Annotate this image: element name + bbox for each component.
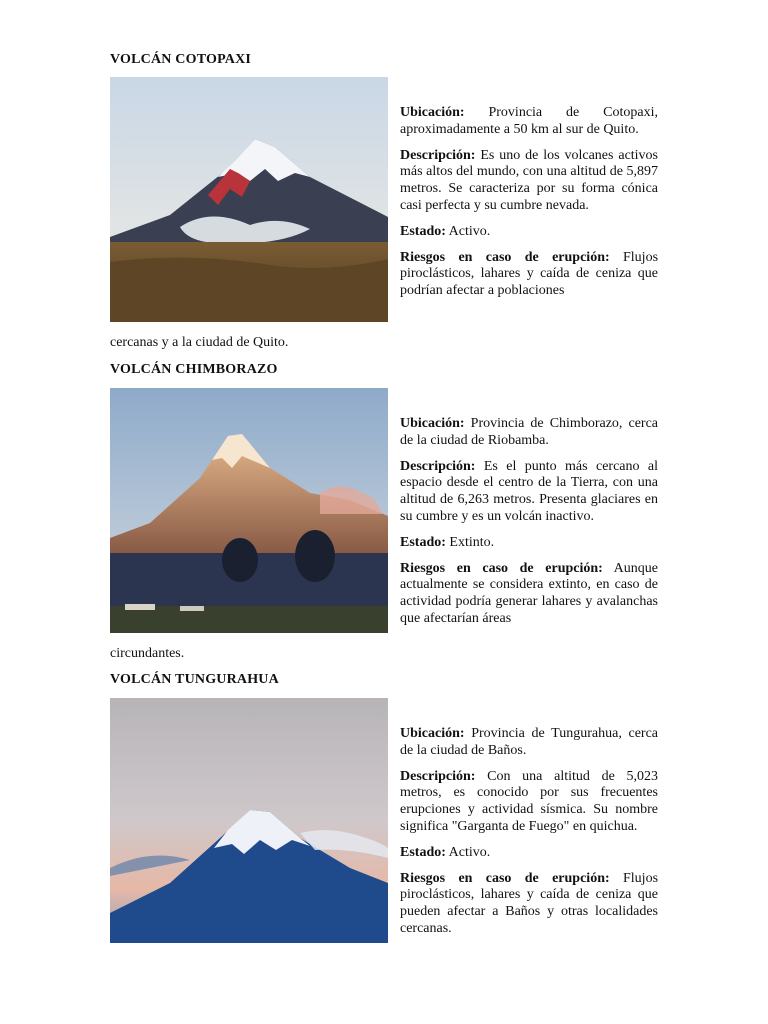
riesgos-label: Riesgos en caso de erupción:: [400, 249, 610, 265]
descripcion-text: Con una altitud de 5,023 metros, es conocido por sus frecuentes erupciones y actividad sísmica. Su nombre significa "Garganta de Fuego" en quichua.: [400, 768, 658, 834]
estado-label: Estado:: [400, 223, 446, 239]
descripcion-text: Es uno de los volcanes activos más altos del mundo, con una altitud de 5,897 metros. Se caracteriza por su forma cónica casi perfecta y su cumbre nevada.: [400, 147, 659, 213]
ubicacion-paragraph: [400, 105, 658, 139]
estado-text: Extinto.: [449, 534, 495, 550]
riesgos-continuation: cercanas y a la ciudad de Quito.: [110, 335, 289, 350]
descripcion-label: Descripción:: [400, 458, 476, 474]
estado-paragraph: [400, 845, 658, 862]
estado-label: Estado:: [400, 844, 446, 860]
riesgos-text: Flujos piroclásticos, lahares y caída de ceniza que pueden afectar a Baños y otras localidades cercanas.: [400, 870, 659, 936]
riesgos-paragraph: [400, 871, 658, 938]
cotopaxi-info: [400, 105, 658, 309]
cotopaxi-volcano-photo: [110, 77, 388, 322]
section-title-tungurahua: VOLCÁN TUNGURAHUA: [110, 672, 279, 687]
riesgos-label: Riesgos en caso de erupción:: [400, 560, 603, 576]
chimborazo-info: [400, 416, 658, 637]
ubicacion-label: Ubicación:: [400, 726, 465, 741]
ubicacion-text: Provincia de Chimborazo, cerca de la ciudad de Riobamba.: [400, 416, 659, 448]
estado-paragraph: [400, 535, 658, 552]
ubicacion-text: Provincia de Tungurahua, cerca de la ciudad de Baños.: [400, 726, 658, 758]
ubicacion-paragraph: [400, 416, 658, 450]
descripcion-label: Descripción:: [400, 147, 476, 163]
riesgos-paragraph: [400, 561, 658, 628]
estado-text: Activo.: [448, 223, 491, 239]
riesgos-continuation: circundantes.: [110, 646, 185, 661]
estado-text: Activo.: [448, 844, 491, 860]
descripcion-paragraph: [400, 148, 658, 215]
chimborazo-volcano-photo: [110, 388, 388, 633]
ubicacion-label: Ubicación:: [400, 416, 465, 431]
ubicacion-paragraph: [400, 726, 658, 760]
ubicacion-text: Provincia de Cotopaxi, aproximadamente a 50 km al sur de Quito.: [400, 105, 659, 137]
descripcion-paragraph: [400, 769, 658, 836]
descripcion-text: Es el punto más cercano al espacio desde el centro de la Tierra, con una altitud de 6,263 metros. Presenta glaciares en su cumbre y es un volcán inactivo.: [400, 458, 659, 524]
tungurahua-info: [400, 726, 658, 947]
descripcion-label: Descripción:: [400, 768, 476, 784]
tungurahua-volcano-photo: [110, 698, 388, 943]
section-title-chimborazo: VOLCÁN CHIMBORAZO: [110, 362, 278, 377]
estado-paragraph: [400, 224, 658, 241]
estado-label: Estado:: [400, 534, 446, 550]
section-title-cotopaxi: VOLCÁN COTOPAXI: [110, 52, 252, 67]
riesgos-paragraph: [400, 250, 658, 300]
riesgos-label: Riesgos en caso de erupción:: [400, 870, 610, 886]
ubicacion-label: Ubicación:: [400, 105, 465, 120]
riesgos-text: Aunque actualmente se considera extinto, en caso de actividad podría generar lahares y avalanchas que afectarían áreas: [400, 560, 658, 626]
riesgos-text: Flujos piroclásticos, lahares y caída de ceniza que podrían afectar a poblaciones: [400, 249, 659, 299]
descripcion-paragraph: [400, 459, 658, 526]
